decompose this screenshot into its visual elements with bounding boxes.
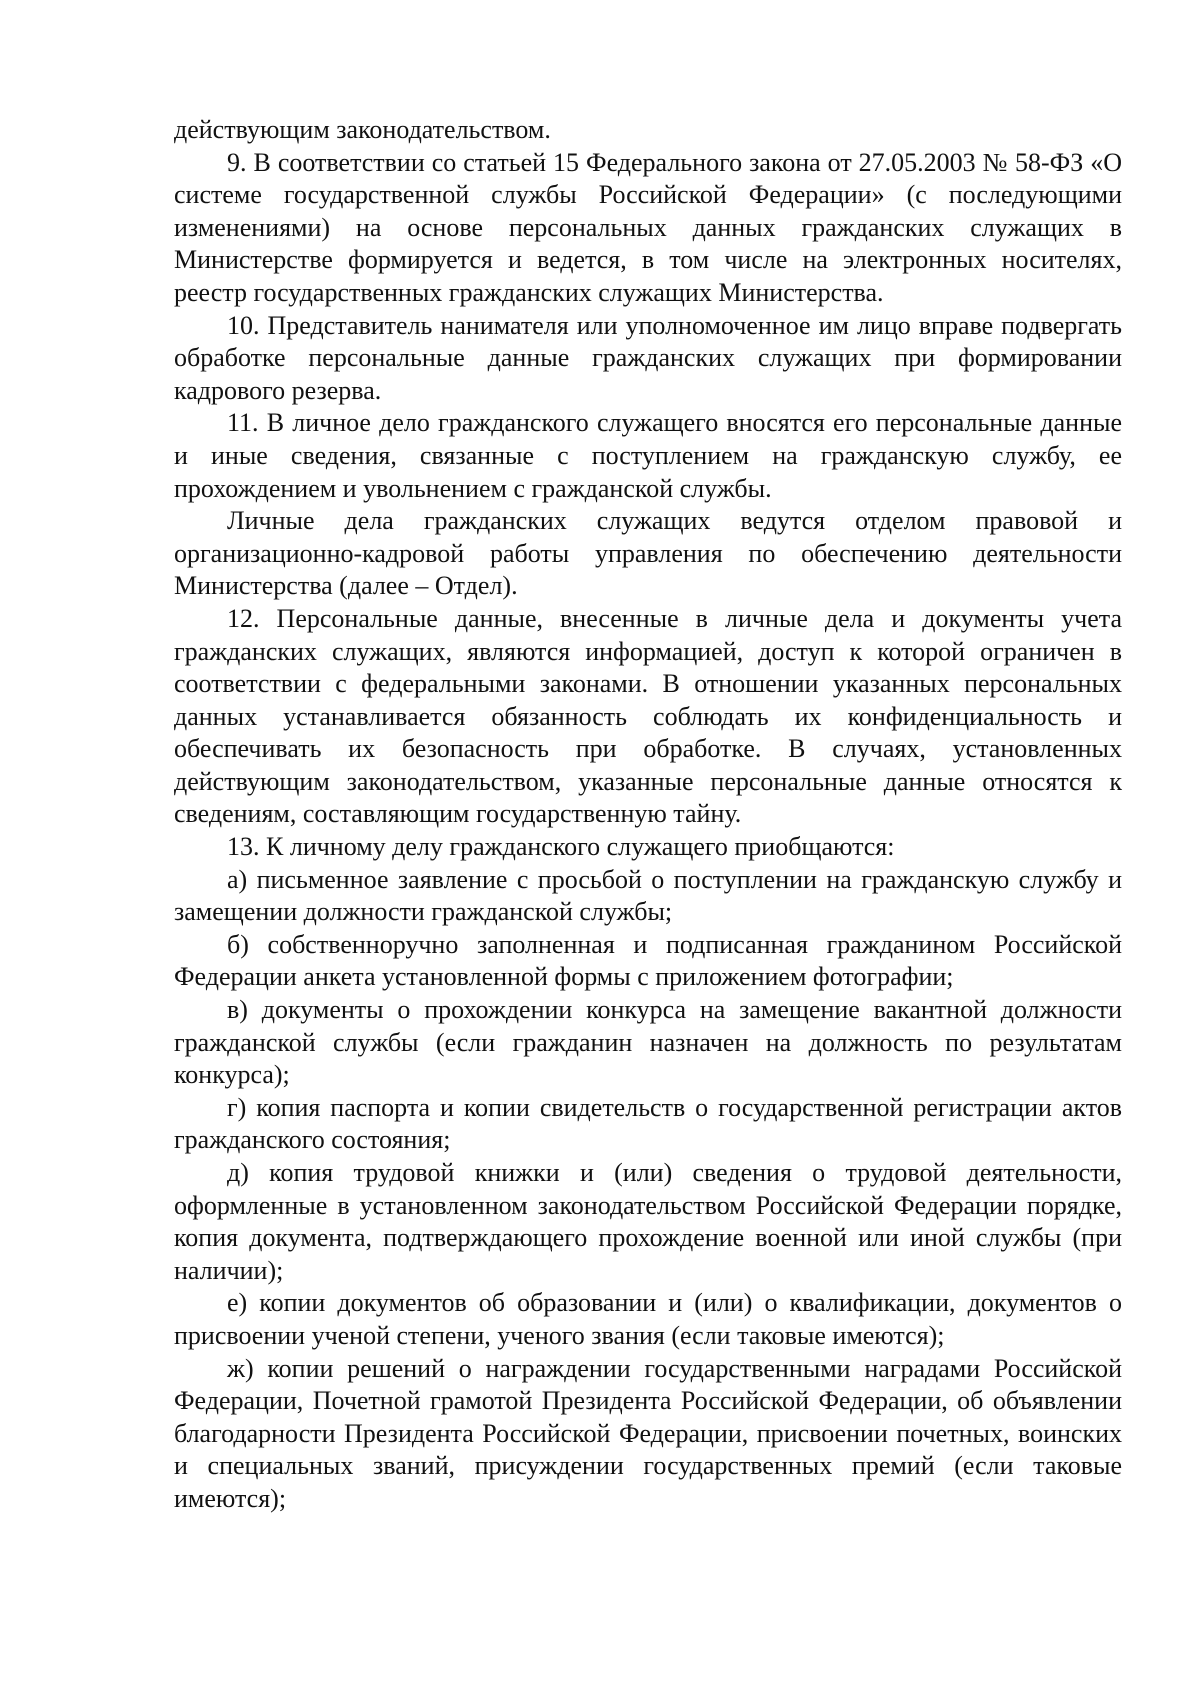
paragraph-item-13-a: а) письменное заявление с просьбой о поступлении на гражданскую службу и замещении должности гражданской службы; bbox=[174, 864, 1122, 927]
paragraph-item-13-e: е) копии документов об образовании и (или) о квалификации, документов о присвоении ученой степени, ученого звания (если таковые имеются); bbox=[174, 1288, 1122, 1350]
paragraph-intro-continuation: действующим законодательством. bbox=[174, 115, 551, 144]
paragraph-item-12: 12. Персональные данные, внесенные в личные дела и документы учета гражданских служащих, являются информацией, доступ к которой ограничен в соответствии с федеральными законами. В отношении указанных персональных данных устанавливается обязанность соблюдать их конфиденциальность и обеспечивать их безопасность при обработке. В случаях, установленных действующим законодательством, указанные персональные данные относятся к сведениям, составляющим государственную тайну. bbox=[174, 603, 1122, 829]
paragraph-item-13-zh: ж) копии решений о награждении государственными наградами Российской Федерации, Почетной грамотой Президента Российской Федерации, об объявлении благодарности Президента Российской Федерации, присвоении почетных, воинских и специальных званий, присуждении государственных премий (если таковые имеются); bbox=[174, 1353, 1122, 1513]
paragraph-item-11: 11. В личное дело гражданского служащего вносятся его персональные данные и иные сведения, связанные с поступлением на гражданскую службу, ее прохождением и увольнением с гражданской службы. bbox=[174, 408, 1122, 503]
paragraph-item-10: 10. Представитель нанимателя или уполномоченное им лицо вправе подвергать обработке персональные данные гражданских служащих при формировании кадрового резерва. bbox=[174, 310, 1122, 405]
paragraph-item-13-d: д) копия трудовой книжки и (или) сведения о трудовой деятельности, оформленные в установленном законодательством Российской Федерации порядке, копия документа, подтверждающего прохождение военной или иной службы (при наличии); bbox=[174, 1158, 1122, 1285]
paragraph-item-13-b: б) собственноручно заполненная и подписанная гражданином Российской Федерации анкета установленной формы с приложением фотографии; bbox=[174, 929, 1122, 992]
paragraph-item-11-personal-files: Личные дела гражданских служащих ведутся отделом правовой и организационно-кадровой работы управления по обеспечению деятельности Министерства (далее – Отдел). bbox=[174, 506, 1122, 601]
paragraph-item-13: 13. К личному делу гражданского служащего приобщаются: bbox=[227, 832, 895, 862]
paragraph-item-13-v: в) документы о прохождении конкурса на замещение вакантной должности гражданской службы (если гражданин назначен на должность по результатам конкурса); bbox=[174, 995, 1122, 1090]
document-page bbox=[174, 114, 1122, 1516]
paragraph-item-13-g: г) копия паспорта и копии свидетельств о государственной регистрации актов гражданского состояния; bbox=[174, 1092, 1122, 1155]
paragraph-item-9: 9. В соответствии со статьей 15 Федерального закона от 27.05.2003 № 58-ФЗ «О системе государственной службы Российской Федерации» (с последующими изменениями) на основе персональных данных гражданских служащих в Министерстве формируется и ведется, в том числе на электронных носителях, реестр государственных гражданских служащих Министерства. bbox=[174, 147, 1122, 307]
